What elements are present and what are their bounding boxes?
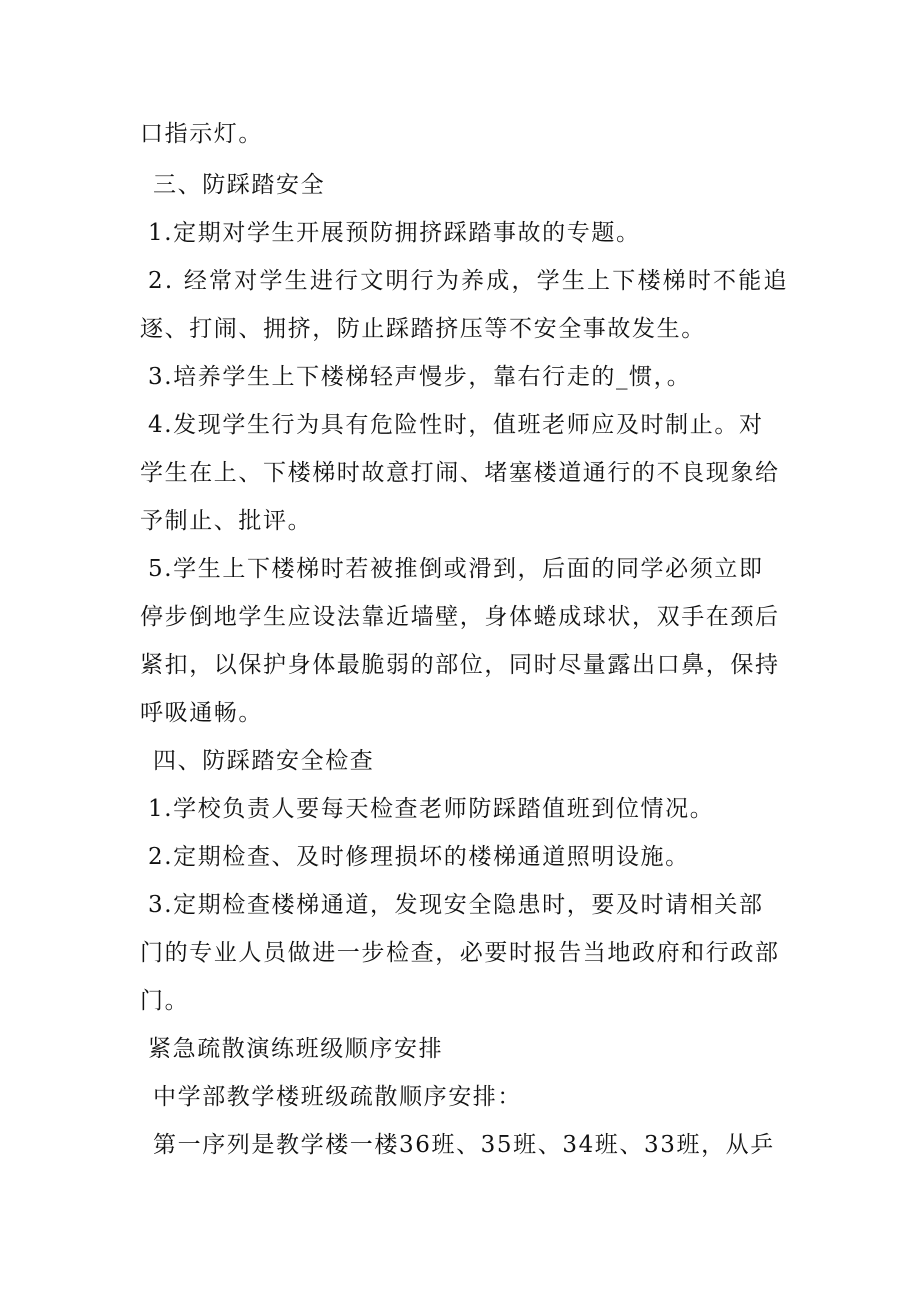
inspection-item-3-line-2: 门的专业人员做进一步检查，必要时报告当地政府和行政部 [140, 940, 780, 966]
list-item-2-line-1: 2. 经常对学生进行文明行为养成，学生上下楼梯时不能追 [148, 268, 789, 294]
list-item-5-line-4: 呼吸通畅。 [140, 700, 263, 726]
paragraph-continuation-line: 口指示灯。 [140, 121, 263, 147]
section-heading-anti-stampede-safety: 三、防踩踏安全 [153, 172, 326, 198]
list-item-1-line-1: 1.定期对学生开展预防拥挤踩踏事故的专题。 [148, 220, 641, 246]
inspection-item-3-line-3: 门。 [140, 988, 190, 1014]
list-item-5-line-3: 紧扣，以保护身体最脆弱的部位，同时尽量露出口鼻，保持 [140, 652, 780, 678]
list-item-4-line-2: 学生在上、下楼梯时故意打闹、堵塞楼道通行的不良现象给 [140, 460, 780, 486]
inspection-item-1: 1.学校负责人要每天检查老师防踩踏值班到位情况。 [148, 796, 715, 822]
list-item-5-line-1: 5.学生上下楼梯时若被推倒或滑到，后面的同学必须立即 [148, 556, 764, 582]
list-item-3-line-1: 3.培养学生上下楼梯轻声慢步，靠右行走的_惯，。 [148, 364, 692, 390]
inspection-item-3-line-1: 3.定期检查楼梯通道，发现安全隐患时，要及时请相关部 [148, 892, 764, 918]
section-heading-evacuation-order: 紧急疏散演练班级顺序安排 [148, 1036, 444, 1062]
section-heading-safety-inspection: 四、防踩踏安全检查 [153, 748, 375, 774]
list-item-4-line-3: 予制止、批评。 [140, 508, 313, 534]
inspection-item-2: 2.定期检查、及时修理损坏的楼梯通道照明设施。 [148, 844, 690, 870]
list-item-2-line-2: 逐、打闹、拥挤，防止踩踏挤压等不安全事故发生。 [140, 316, 706, 342]
evacuation-sequence-line-1: 第一序列是教学楼一楼36班、35班、34班、33班，从乒 [153, 1132, 775, 1158]
list-item-4-line-1: 4.发现学生行为具有危险性时，值班老师应及时制止。对 [148, 412, 764, 438]
list-item-5-line-2: 停步倒地学生应设法靠近墙壁，身体蜷成球状，双手在颈后 [140, 604, 780, 630]
subheading-middle-school-evacuation: 中学部教学楼班级疏散顺序安排： [153, 1084, 522, 1110]
